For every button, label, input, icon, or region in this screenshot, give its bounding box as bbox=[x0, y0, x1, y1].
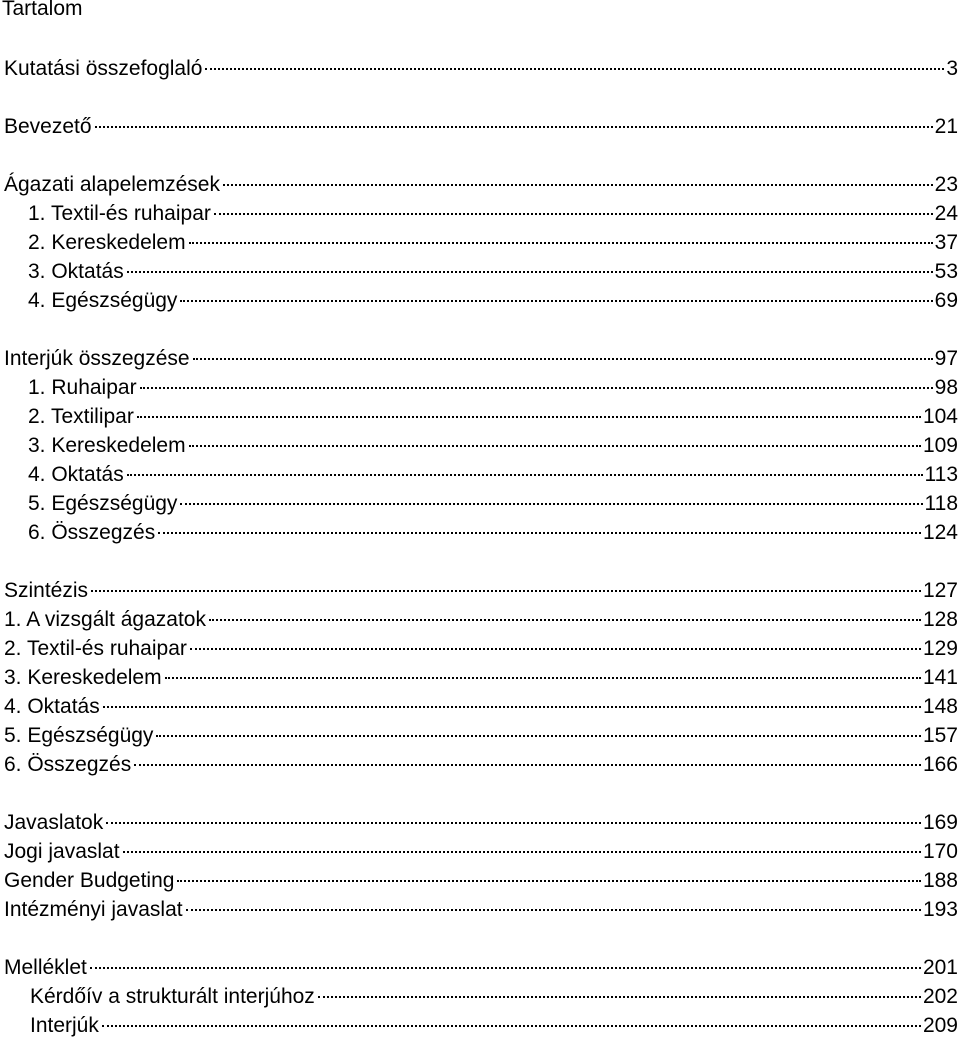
toc-page-number: 3 bbox=[946, 57, 958, 80]
dot-leader bbox=[95, 126, 933, 128]
toc-entry[interactable] bbox=[0, 170, 958, 199]
dot-leader bbox=[214, 213, 933, 215]
toc-entry[interactable] bbox=[0, 286, 958, 315]
toc-page-number: 53 bbox=[934, 260, 958, 283]
toc-entry[interactable] bbox=[0, 518, 958, 547]
toc-page-number: 170 bbox=[922, 840, 958, 863]
toc-page-number: 169 bbox=[922, 811, 958, 834]
toc-entry[interactable] bbox=[0, 750, 958, 779]
toc-entry-label: 4. Oktatás bbox=[4, 695, 100, 718]
dot-leader bbox=[127, 271, 933, 273]
toc-page-number: 97 bbox=[934, 347, 958, 370]
toc-entry[interactable] bbox=[0, 54, 958, 83]
toc-entry[interactable] bbox=[0, 489, 958, 518]
toc-entry[interactable] bbox=[0, 808, 958, 837]
dot-leader bbox=[180, 503, 922, 505]
dot-leader bbox=[134, 764, 921, 766]
toc-page-number: 148 bbox=[922, 695, 958, 718]
toc-entry[interactable] bbox=[0, 431, 958, 460]
toc-entry-label: 5. Egészségügy bbox=[4, 724, 154, 747]
toc-entry-label: 2. Textilipar bbox=[28, 405, 134, 428]
toc-entry-label: Ágazati alapelemzések bbox=[4, 173, 220, 196]
toc-page-number: 69 bbox=[934, 289, 958, 312]
dot-leader bbox=[140, 387, 933, 389]
toc-entry-label: Jogi javaslat bbox=[4, 840, 120, 863]
dot-leader bbox=[123, 851, 921, 853]
dot-leader bbox=[318, 996, 921, 998]
toc-entry[interactable] bbox=[0, 692, 958, 721]
dot-leader bbox=[90, 967, 921, 969]
toc-entry[interactable] bbox=[0, 634, 958, 663]
dot-leader bbox=[189, 445, 921, 447]
toc-entry[interactable] bbox=[0, 112, 958, 141]
toc-entry-label: 3. Kereskedelem bbox=[28, 434, 186, 457]
toc-entry-label: 2. Textil-és ruhaipar bbox=[4, 637, 187, 660]
toc-page-number: 141 bbox=[922, 666, 958, 689]
toc-page-number: 201 bbox=[922, 956, 958, 979]
toc-entry-label: 6. Összegzés bbox=[28, 521, 156, 544]
toc-page-number: 129 bbox=[922, 637, 958, 660]
toc-entry[interactable] bbox=[0, 837, 958, 866]
toc-entry-label: Melléklet bbox=[4, 956, 87, 979]
dot-leader bbox=[190, 648, 921, 650]
dot-leader bbox=[186, 909, 921, 911]
toc-page-number: 23 bbox=[934, 173, 958, 196]
toc-page-number: 188 bbox=[922, 869, 958, 892]
toc-entry[interactable] bbox=[0, 344, 958, 373]
toc-entry-label: 2. Kereskedelem bbox=[28, 231, 186, 254]
toc-page-number: 209 bbox=[922, 1014, 958, 1037]
dot-leader bbox=[189, 242, 933, 244]
toc-entry[interactable] bbox=[0, 373, 958, 402]
toc-entry[interactable] bbox=[0, 228, 958, 257]
toc-entry-label: 3. Kereskedelem bbox=[4, 666, 162, 689]
toc-entry-label: Interjúk összegzése bbox=[4, 347, 190, 370]
toc-entry-label: Interjúk bbox=[30, 1014, 99, 1037]
toc-entry-label: 4. Egészségügy bbox=[28, 289, 178, 312]
toc-page-number: 193 bbox=[922, 898, 958, 921]
toc-entry-label: 1. A vizsgált ágazatok bbox=[4, 608, 206, 631]
dot-leader bbox=[91, 590, 921, 592]
toc-page-number: 128 bbox=[922, 608, 958, 631]
dot-leader bbox=[180, 300, 932, 302]
dot-leader bbox=[106, 822, 921, 824]
toc-page-number: 157 bbox=[922, 724, 958, 747]
toc-entry[interactable] bbox=[0, 605, 958, 634]
toc-entry-label: 3. Oktatás bbox=[28, 260, 124, 283]
dot-leader bbox=[177, 880, 920, 882]
dot-leader bbox=[156, 735, 921, 737]
toc-entry-label: Bevezető bbox=[4, 115, 92, 138]
toc-entry[interactable] bbox=[0, 982, 958, 1011]
toc-page-number: 109 bbox=[922, 434, 958, 457]
dot-leader bbox=[103, 706, 921, 708]
toc-entry-label: Intézményi javaslat bbox=[4, 898, 183, 921]
dot-leader bbox=[102, 1025, 921, 1027]
toc-page-number: 166 bbox=[922, 753, 958, 776]
toc-entry[interactable] bbox=[0, 953, 958, 982]
toc-entry-label: Szintézis bbox=[4, 579, 89, 602]
toc-page-number: 37 bbox=[934, 231, 958, 254]
toc-entry-label: Kutatási összefoglaló bbox=[4, 57, 203, 80]
toc-entry[interactable] bbox=[0, 866, 958, 895]
toc-entry[interactable] bbox=[0, 663, 958, 692]
toc-entry-label: Javaslatok bbox=[4, 811, 104, 834]
toc-entry[interactable] bbox=[0, 721, 958, 750]
toc-entry[interactable] bbox=[0, 257, 958, 286]
dot-leader bbox=[209, 619, 921, 621]
toc-entry[interactable] bbox=[0, 199, 958, 228]
toc-entry[interactable] bbox=[0, 895, 958, 924]
dot-leader bbox=[158, 532, 921, 534]
toc-page-number: 98 bbox=[934, 376, 958, 399]
toc-entry-label: 1. Ruhaipar bbox=[28, 376, 137, 399]
toc-page-number: 104 bbox=[922, 405, 958, 428]
toc-entry-label: Gender Budgeting bbox=[4, 869, 175, 892]
dot-leader bbox=[223, 184, 933, 186]
toc-page-number: 113 bbox=[924, 463, 958, 486]
dot-leader bbox=[137, 416, 921, 418]
toc-entry-label: 4. Oktatás bbox=[28, 463, 124, 486]
dot-leader bbox=[193, 358, 933, 360]
dot-leader bbox=[205, 68, 944, 70]
dot-leader bbox=[127, 474, 923, 476]
toc-entry[interactable] bbox=[0, 1011, 958, 1040]
toc-page-number: 124 bbox=[922, 521, 958, 544]
toc-entry-label: Kérdőív a strukturált interjúhoz bbox=[30, 985, 315, 1008]
toc-page-number: 118 bbox=[924, 492, 958, 515]
toc-page-number: 202 bbox=[922, 985, 958, 1008]
toc-page-number: 127 bbox=[922, 579, 958, 602]
toc-entry-label: 5. Egészségügy bbox=[28, 492, 178, 515]
dot-leader bbox=[165, 677, 921, 679]
toc-entry-label: 1. Textil-és ruhaipar bbox=[28, 202, 211, 225]
toc-entry[interactable] bbox=[0, 460, 958, 489]
page-title: Tartalom bbox=[2, 0, 83, 20]
toc-entry[interactable] bbox=[0, 576, 958, 605]
toc-entry[interactable] bbox=[0, 402, 958, 431]
toc-entry-label: 6. Összegzés bbox=[4, 753, 132, 776]
toc-page-number: 24 bbox=[934, 202, 958, 225]
toc-page-number: 21 bbox=[934, 115, 958, 138]
